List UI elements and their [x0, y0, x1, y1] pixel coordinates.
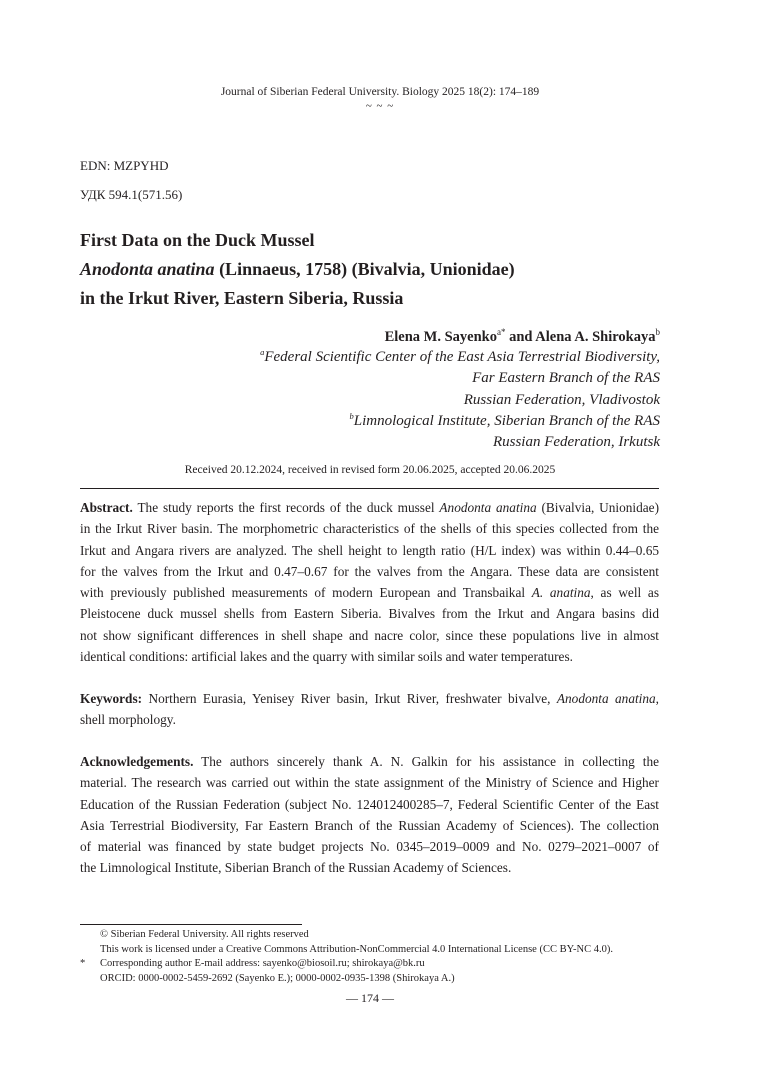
abstract-line: for the valves from the Irkut and 0.47–0.67 for the valves from the Angara. These data are consistent	[80, 563, 659, 579]
page-number: — 174 —	[346, 991, 394, 1005]
acknowledgements-line: Asia Terrestrial Biodiversity, Far Eastern Branch of the Russian Academy of Sciences). The collection	[80, 817, 659, 833]
acknowledgements-label: Acknowledgements.	[80, 754, 194, 769]
affiliation-b-line-2: Russian Federation, Irkutsk	[492, 434, 660, 451]
title-line-1: First Data on the Duck Mussel	[80, 230, 315, 250]
edn-identifier: EDN: MZPYHD	[80, 158, 169, 173]
affiliation-b-line-1	[260, 411, 660, 432]
affiliation-a-mark: a	[260, 347, 265, 357]
keywords-text: Northern Eurasia, Yenisey River basin, Irkut River, freshwater bivalve,	[142, 691, 557, 706]
author-2-affiliation-mark: b	[655, 327, 660, 337]
footnote-asterisk: *	[80, 958, 86, 970]
footnote-license: This work is licensed under a Creative Commons Attribution-NonCommercial 4.0 International License (CC BY-NC 4.0).	[100, 943, 613, 955]
abstract-divider	[80, 488, 659, 489]
acknowledgements-line: of material was financed by state budget projects No. 0345–2019–0009 and No. 0279–2021–0007 of	[80, 839, 659, 855]
affiliation-b-name: Limnological Institute, Siberian Branch of the RAS	[353, 412, 660, 429]
udk-identifier: УДК 594.1(571.56)	[80, 187, 183, 202]
affiliation-a-line-1	[260, 347, 660, 368]
abstract-text: (Bivalvia, Unionidae)	[536, 500, 659, 515]
abstract-label: Abstract.	[80, 500, 133, 515]
footnote-orcid: ORCID: 0000-0002-5459-2692 (Sayenko E.); 0000-0002-0935-1398 (Shirokaya A.)	[100, 973, 455, 985]
acknowledgements-section	[80, 751, 659, 879]
acknowledgements-line	[80, 751, 659, 772]
title-line-2	[80, 255, 680, 284]
acknowledgements-line: Education of the Russian Federation (subject No. 124012400285–7, Federal Scientific Center of the East	[80, 796, 659, 812]
author-1-name: Elena M. Sayenko	[384, 329, 497, 345]
footnote-divider	[80, 924, 302, 925]
author-1-affiliation-mark: a*	[496, 327, 506, 337]
abstract-line: Irkut and Angara rivers are analyzed. The shell height to length ratio (H/L index) was within 0.44–0.65	[80, 542, 659, 558]
keywords-line: shell morphology.	[80, 712, 176, 728]
title-line-3: in the Irkut River, Eastern Siberia, Russia	[80, 288, 404, 308]
affiliation-a-name: Federal Scientific Center of the East Asia Terrestrial Biodiversity,	[264, 349, 660, 365]
abstract-line: not show significant differences in shell shape and nacre color, since these populations live in almost	[80, 627, 659, 643]
abstract-line	[80, 497, 659, 518]
acknowledgements-text: The authors sincerely thank A. N. Galkin for his assistance in collecting the	[193, 754, 659, 769]
footnotes	[80, 928, 680, 987]
abstract-text: The study reports the first records of the duck mussel	[132, 500, 440, 515]
keywords-label: Keywords:	[80, 691, 143, 706]
footnote-copyright: © Siberian Federal University. All rights reserved	[100, 929, 309, 940]
journal-header: Journal of Siberian Federal University. Biology 2025 18(2): 174–189	[220, 86, 540, 98]
abstract-species: Anodonta anatina	[439, 500, 537, 515]
author-list	[385, 328, 660, 346]
keywords-line	[80, 688, 659, 709]
corresponding-author-text: Corresponding author E-mail address: sayenko@biosoil.ru; shirokaya@bk.ru	[100, 958, 425, 970]
author-2-name: Alena A. Shirokaya	[535, 329, 656, 345]
acknowledgements-line: material. The research was carried out within the state assignment of the Ministry of Science and Higher	[80, 775, 659, 791]
abstract-line: in the Irkut River basin. The morphometric characteristics of the shells of this species collected from the	[80, 521, 659, 537]
abstract-section	[80, 497, 659, 667]
received-dates: Received 20.12.2024, received in revised form 20.06.2025, accepted 20.06.2025	[184, 464, 556, 476]
author-joiner: and	[505, 329, 536, 345]
title-line-2-rest: (Linnaeus, 1758) (Bivalvia, Unionidae)	[214, 259, 515, 279]
affiliation-b-mark: b	[349, 410, 354, 421]
abstract-species: A. anatina	[531, 585, 591, 601]
header-ornament: ~ ~ ~	[365, 100, 395, 112]
title-species-name: Anodonta anatina	[80, 259, 215, 279]
acknowledgements-line: the Limnological Institute, Siberian Branch of the Russian Academy of Sciences.	[80, 860, 512, 876]
abstract-line: Pleistocene duck mussel shells from Eastern Siberia. Bivalves from the Irkut and Angara basins did	[80, 606, 659, 622]
keywords-species: Anodonta anatina	[556, 691, 656, 706]
abstract-line	[80, 582, 659, 603]
affiliations	[260, 347, 660, 453]
abstract-text: , as well as	[590, 585, 660, 601]
abstract-text: with previously published measurements of modern European and Transbaikal	[80, 585, 532, 601]
affiliation-a-line-3: Russian Federation, Vladivostok	[463, 391, 660, 408]
affiliation-a-line-2: Far Eastern Branch of the RAS	[472, 370, 660, 387]
article-title	[80, 226, 680, 313]
keywords-section	[80, 688, 659, 731]
abstract-line: identical conditions: artificial lakes and the quarry with similar soils and water temperatures.	[80, 649, 573, 665]
keywords-text: ,	[655, 691, 659, 706]
footnote-corresponding	[80, 957, 680, 972]
